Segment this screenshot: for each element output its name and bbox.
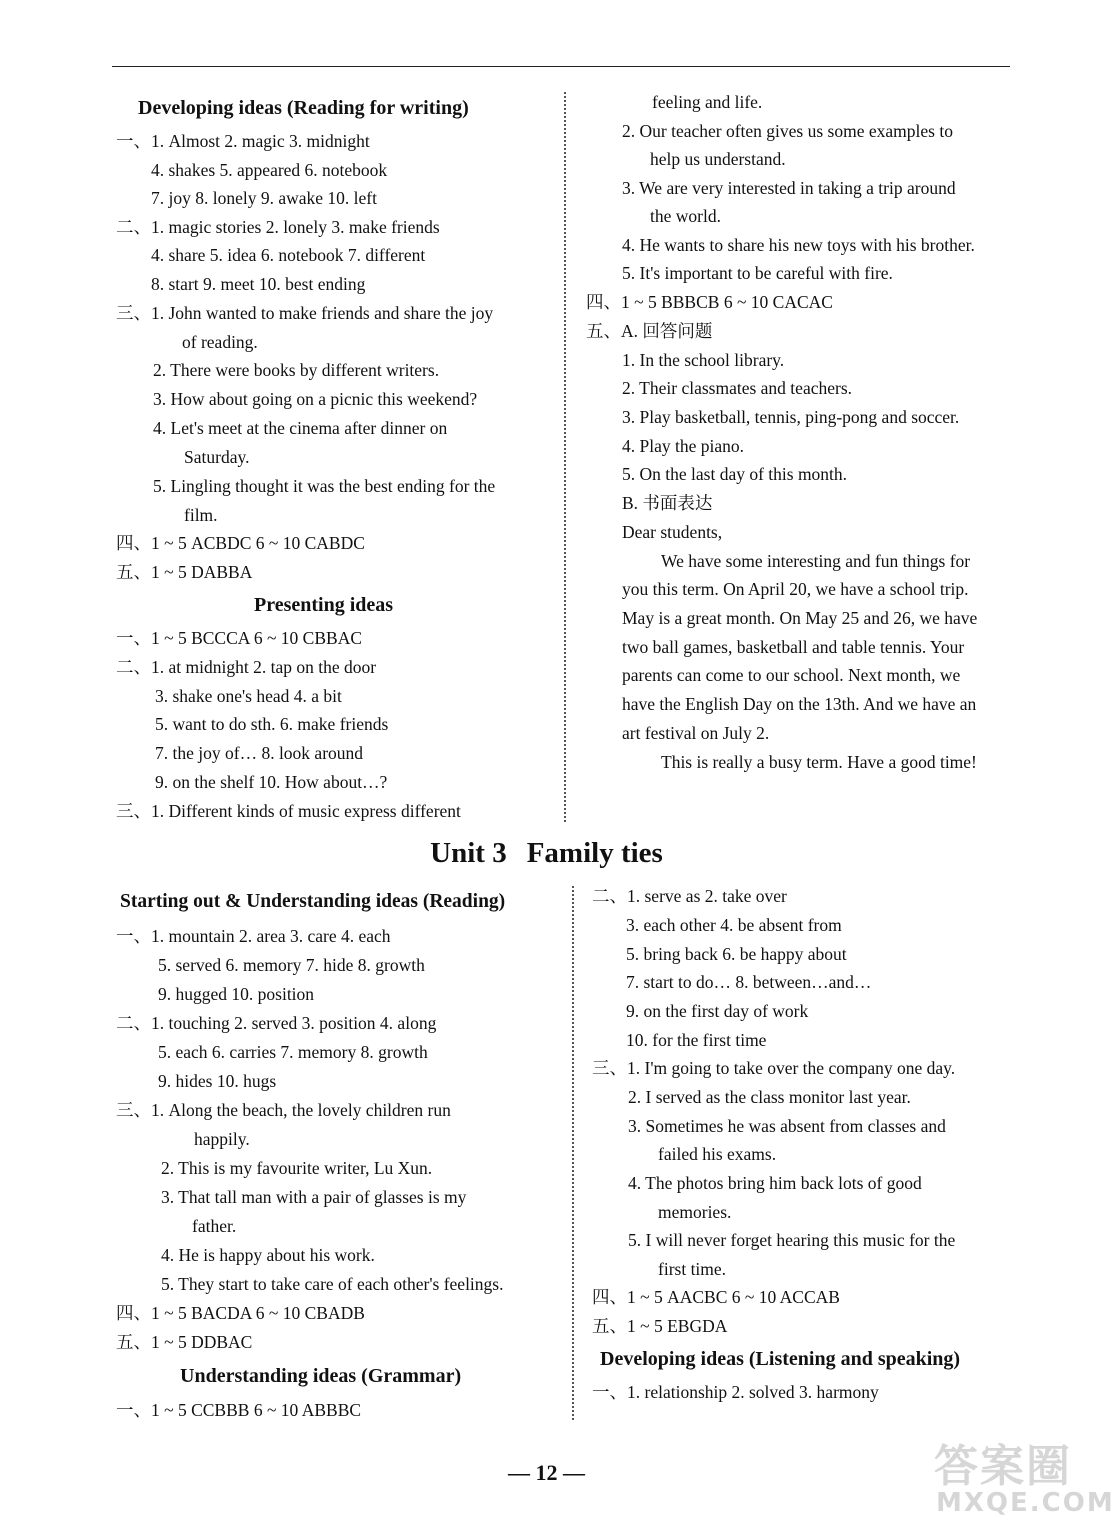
answer-line: 二、1. touching 2. served 3. position 4. along [116, 1013, 437, 1033]
answer-line: of reading. [182, 332, 258, 352]
answer-line: 8. start 9. meet 10. best ending [151, 274, 366, 294]
answer-line: 10. for the first time [626, 1030, 767, 1050]
answer-line: help us understand. [650, 149, 786, 169]
answer-line: 二、1. serve as 2. take over [592, 886, 787, 906]
page-number: — 12 — [508, 1460, 585, 1485]
answer-line: parents can come to our school. Next month, we [622, 665, 961, 685]
answer-line: 2. There were books by different writers. [153, 360, 440, 380]
answer-line: 四、1 ~ 5 BBBCB 6 ~ 10 CACAC [586, 292, 833, 312]
section-heading-starting-out: Starting out & Understanding ideas (Reading) [120, 891, 506, 912]
answer-line: 二、1. at midnight 2. tap on the door [116, 657, 377, 677]
answer-line: 5. each 6. carries 7. memory 8. growth [158, 1042, 428, 1062]
top-left-column [116, 94, 556, 824]
answer-line: 5. served 6. memory 7. hide 8. growth [158, 955, 425, 975]
watermark-text: 答案圈 [934, 1441, 1072, 1492]
answer-line: 3. each other 4. be absent from [626, 915, 842, 935]
answer-line: May is a great month. On May 25 and 26, we have [622, 608, 978, 628]
answer-line: 4. He wants to share his new toys with his brother. [622, 235, 975, 255]
answer-line: We have some interesting and fun things for [661, 551, 971, 571]
answer-line: memories. [658, 1202, 732, 1222]
bottom-right-column [592, 886, 1032, 1416]
answer-line: 9. hugged 10. position [158, 984, 315, 1004]
answer-line: 3. Sometimes he was absent from classes and [628, 1116, 946, 1136]
answer-line: 2. This is my favourite writer, Lu Xun. [161, 1158, 433, 1178]
answer-line: 9. on the shelf 10. How about…? [155, 772, 388, 792]
answer-line: 3. shake one's head 4. a bit [155, 686, 342, 706]
answer-line: 一、1. relationship 2. solved 3. harmony [592, 1382, 879, 1402]
answer-line: 3. Play basketball, tennis, ping-pong and soccer. [622, 407, 960, 427]
answer-line: 3. That tall man with a pair of glasses is my [161, 1187, 467, 1207]
answer-line: film. [184, 505, 218, 525]
watermark-logo [928, 1430, 1115, 1525]
answer-line: B. 书面表达 [622, 493, 713, 513]
answer-line: 3. How about going on a picnic this weekend? [153, 389, 478, 409]
unit-title [0, 836, 1093, 870]
answer-line: 2. I served as the class monitor last year. [628, 1087, 911, 1107]
answer-line: 5. bring back 6. be happy about [626, 944, 847, 964]
answer-line: failed his exams. [658, 1144, 777, 1164]
answer-line: 2. Our teacher often gives us some examples to [622, 121, 953, 141]
answer-line: 4. He is happy about his work. [161, 1245, 375, 1265]
section-heading-listening-speaking: Developing ideas (Listening and speaking) [600, 1348, 961, 1370]
answer-line: you this term. On April 20, we have a school trip. [622, 579, 969, 599]
top-right-column [586, 92, 1026, 782]
answer-line: 一、1. Almost 2. magic 3. midnight [116, 131, 370, 151]
answer-line: 5. On the last day of this month. [622, 464, 848, 484]
answer-line: happily. [194, 1129, 250, 1149]
unit-label: Unit 3 [430, 837, 507, 869]
answer-line: first time. [658, 1259, 727, 1279]
answer-line: 一、1 ~ 5 BCCCA 6 ~ 10 CBBAC [116, 628, 362, 648]
answer-line: father. [192, 1216, 237, 1236]
answer-line: feeling and life. [652, 92, 763, 112]
answer-line: 2. Their classmates and teachers. [622, 378, 853, 398]
answer-line: 四、1 ~ 5 BACDA 6 ~ 10 CBADB [116, 1303, 365, 1323]
answer-line: 5. They start to take care of each other's feelings. [161, 1274, 504, 1294]
answer-line: art festival on July 2. [622, 723, 770, 743]
column-divider-top [564, 92, 566, 822]
answer-line: 4. Play the piano. [622, 436, 744, 456]
answer-line: 7. joy 8. lonely 9. awake 10. left [151, 188, 377, 208]
watermark-url: MXQE.COM [936, 1488, 1115, 1518]
answer-line: 五、1 ~ 5 DDBAC [116, 1332, 253, 1352]
answer-line: 9. hides 10. hugs [158, 1071, 277, 1091]
answer-line: 五、1 ~ 5 EBGDA [592, 1316, 728, 1336]
section-heading-grammar: Understanding ideas (Grammar) [180, 1365, 462, 1387]
unit-name: Family ties [526, 837, 663, 869]
answer-line: have the English Day on the 13th. And we have an [622, 694, 977, 714]
answer-line: 5. I will never forget hearing this music for the [628, 1230, 956, 1250]
answer-line: 4. share 5. idea 6. notebook 7. different [151, 245, 426, 265]
answer-line: 9. on the first day of work [626, 1001, 809, 1021]
answer-line: 三、1. John wanted to make friends and share the joy [116, 303, 494, 323]
answer-line: 五、A. 回答问题 [586, 321, 713, 341]
answer-line: 3. We are very interested in taking a trip around [622, 178, 956, 198]
answer-line: 四、1 ~ 5 AACBC 6 ~ 10 ACCAB [592, 1287, 840, 1307]
answer-line: 1. In the school library. [622, 350, 785, 370]
bottom-left-column [116, 888, 561, 1428]
answer-line: 4. shakes 5. appeared 6. notebook [151, 160, 388, 180]
answer-line: 三、1. Different kinds of music express different [116, 801, 461, 821]
answer-line: 5. It's important to be careful with fire. [622, 263, 893, 283]
section-heading-reading-for-writing: Developing ideas (Reading for writing) [138, 97, 469, 119]
answer-line: 四、1 ~ 5 ACBDC 6 ~ 10 CABDC [116, 533, 365, 553]
answer-line: 一、1. mountain 2. area 3. care 4. each [116, 926, 391, 946]
answer-line: two ball games, basketball and table tennis. Your [622, 637, 965, 657]
answer-line: Dear students, [622, 522, 723, 542]
answer-line: 二、1. magic stories 2. lonely 3. make friends [116, 217, 440, 237]
answer-line: 4. Let's meet at the cinema after dinner on [153, 418, 448, 438]
answer-line: 5. Lingling thought it was the best ending for the [153, 476, 496, 496]
answer-line: 5. want to do sth. 6. make friends [155, 714, 389, 734]
top-rule [112, 66, 1010, 67]
section-heading-presenting-ideas: Presenting ideas [254, 594, 394, 616]
answer-line: This is really a busy term. Have a good time! [661, 752, 977, 772]
answer-line: 4. The photos bring him back lots of good [628, 1173, 922, 1193]
column-divider-bottom [572, 886, 574, 1420]
answer-line: 五、1 ~ 5 DABBA [116, 562, 253, 582]
answer-line: 三、1. I'm going to take over the company one day. [592, 1058, 956, 1078]
answer-line: the world. [650, 206, 721, 226]
answer-line: 7. the joy of… 8. look around [155, 743, 364, 763]
answer-line: Saturday. [184, 447, 250, 467]
answer-line: 7. start to do… 8. between…and… [626, 972, 872, 992]
answer-line: 一、1 ~ 5 CCBBB 6 ~ 10 ABBBC [116, 1400, 362, 1420]
answer-line: 三、1. Along the beach, the lovely children run [116, 1100, 451, 1120]
